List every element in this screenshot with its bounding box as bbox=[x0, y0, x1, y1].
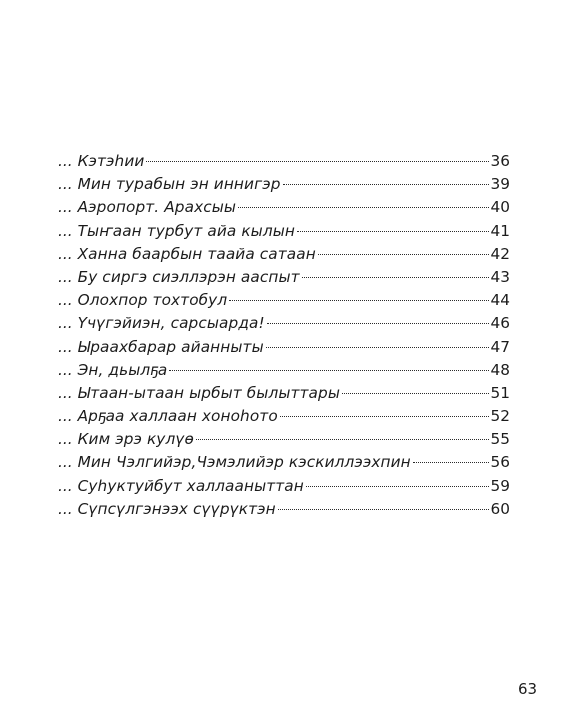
toc-entry-prefix: ... bbox=[58, 198, 73, 217]
toc-entry bbox=[58, 220, 510, 243]
toc-entry-prefix: ... bbox=[58, 175, 73, 194]
toc-entry bbox=[58, 312, 510, 335]
table-of-contents bbox=[58, 150, 510, 521]
dot-leader bbox=[229, 300, 488, 301]
toc-entry-title: Сүпсүлгэнээх сүүрүктэн bbox=[77, 499, 276, 518]
toc-entry-title: Ыраахбарар айанныты bbox=[77, 337, 264, 356]
toc-entry bbox=[58, 196, 510, 219]
toc-entry-page-number: 56 bbox=[490, 453, 510, 472]
toc-entry-prefix: ... bbox=[58, 152, 73, 170]
toc-entry-page-number: 52 bbox=[490, 407, 510, 426]
toc-entry-page-number: 55 bbox=[490, 430, 510, 449]
toc-entry-title: Ким эрэ кулүө bbox=[77, 430, 194, 449]
toc-entry-title: Ытаан-ытаан ырбыт былыттары bbox=[77, 383, 341, 402]
dot-leader bbox=[238, 207, 488, 208]
toc-entry-page-number: 48 bbox=[490, 360, 510, 379]
toc-entry-title: Үчүгэйиэн, сарсыарда! bbox=[77, 314, 265, 333]
page-number: 63 bbox=[518, 680, 538, 698]
toc-entry-prefix: ... bbox=[58, 430, 73, 449]
toc-entry-page-number: 60 bbox=[490, 499, 510, 518]
toc-entry bbox=[58, 150, 510, 173]
dot-leader bbox=[280, 416, 489, 417]
dot-leader bbox=[413, 462, 489, 463]
dot-leader bbox=[283, 184, 489, 185]
toc-entry-title: Ханна баарбын таайа сатаан bbox=[77, 244, 316, 263]
toc-entry-page-number: 36 bbox=[490, 152, 510, 170]
toc-entry bbox=[58, 173, 510, 196]
toc-entry-page-number: 59 bbox=[490, 476, 510, 495]
toc-entry-page-number: 51 bbox=[490, 383, 510, 402]
toc-entry-prefix: ... bbox=[58, 453, 73, 472]
toc-entry-page-number: 39 bbox=[490, 175, 510, 194]
toc-entry bbox=[58, 289, 510, 312]
toc-entry-title: Суһуктуйбут халлааныттан bbox=[77, 476, 304, 495]
toc-entry-prefix: ... bbox=[58, 476, 73, 495]
toc-entry bbox=[58, 428, 510, 451]
toc-entry-prefix: ... bbox=[58, 407, 73, 426]
dot-leader bbox=[306, 486, 489, 487]
toc-entry-prefix: ... bbox=[58, 337, 73, 356]
dot-leader bbox=[146, 161, 488, 162]
toc-entry-prefix: ... bbox=[58, 244, 73, 263]
dot-leader bbox=[297, 231, 489, 232]
toc-entry bbox=[58, 451, 510, 474]
toc-entry bbox=[58, 498, 510, 521]
toc-entry bbox=[58, 382, 510, 405]
toc-entry-prefix: ... bbox=[58, 499, 73, 518]
toc-entry bbox=[58, 266, 510, 289]
toc-entry-title: Бу сиргэ сиэллэрэн ааспыт bbox=[77, 267, 300, 286]
toc-entry-page-number: 44 bbox=[490, 291, 510, 310]
toc-entry-title: Кэтэһии bbox=[77, 152, 145, 170]
toc-entry-title: Эн, дьылҕа bbox=[77, 360, 168, 379]
toc-entry-page-number: 40 bbox=[490, 198, 510, 217]
toc-entry-page-number: 41 bbox=[490, 221, 510, 240]
toc-entry-page-number: 46 bbox=[490, 314, 510, 333]
toc-entry-page-number: 47 bbox=[490, 337, 510, 356]
toc-entry-prefix: ... bbox=[58, 360, 73, 379]
toc-entry-title: Мин Чэлгийэр,Чэмэлийэр кэскиллээхпин bbox=[77, 453, 411, 472]
toc-entry-page-number: 43 bbox=[490, 267, 510, 286]
toc-entry bbox=[58, 243, 510, 266]
toc-entry-title: Аэропорт. Арахсыы bbox=[77, 198, 237, 217]
toc-entry-prefix: ... bbox=[58, 221, 73, 240]
toc-entry-prefix: ... bbox=[58, 383, 73, 402]
toc-entry-title: Тыҥаан турбут айа кылын bbox=[77, 221, 295, 240]
dot-leader bbox=[302, 277, 489, 278]
toc-entry-title: Олохпор тохтобул bbox=[77, 291, 228, 310]
dot-leader bbox=[318, 254, 489, 255]
toc-entry-page-number: 42 bbox=[490, 244, 510, 263]
dot-leader bbox=[278, 509, 489, 510]
toc-entry-title: Мин турабын эн иннигэр bbox=[77, 175, 281, 194]
toc-entry-prefix: ... bbox=[58, 291, 73, 310]
dot-leader bbox=[266, 347, 489, 348]
toc-entry bbox=[58, 359, 510, 382]
toc-entry bbox=[58, 405, 510, 428]
dot-leader bbox=[267, 323, 489, 324]
dot-leader bbox=[169, 370, 488, 371]
toc-entry-prefix: ... bbox=[58, 314, 73, 333]
toc-entry-title: Арҕаа халлаан хонoһото bbox=[77, 407, 278, 426]
toc-entry bbox=[58, 336, 510, 359]
dot-leader bbox=[196, 439, 489, 440]
toc-entry-prefix: ... bbox=[58, 267, 73, 286]
dot-leader bbox=[342, 393, 489, 394]
toc-entry bbox=[58, 475, 510, 498]
